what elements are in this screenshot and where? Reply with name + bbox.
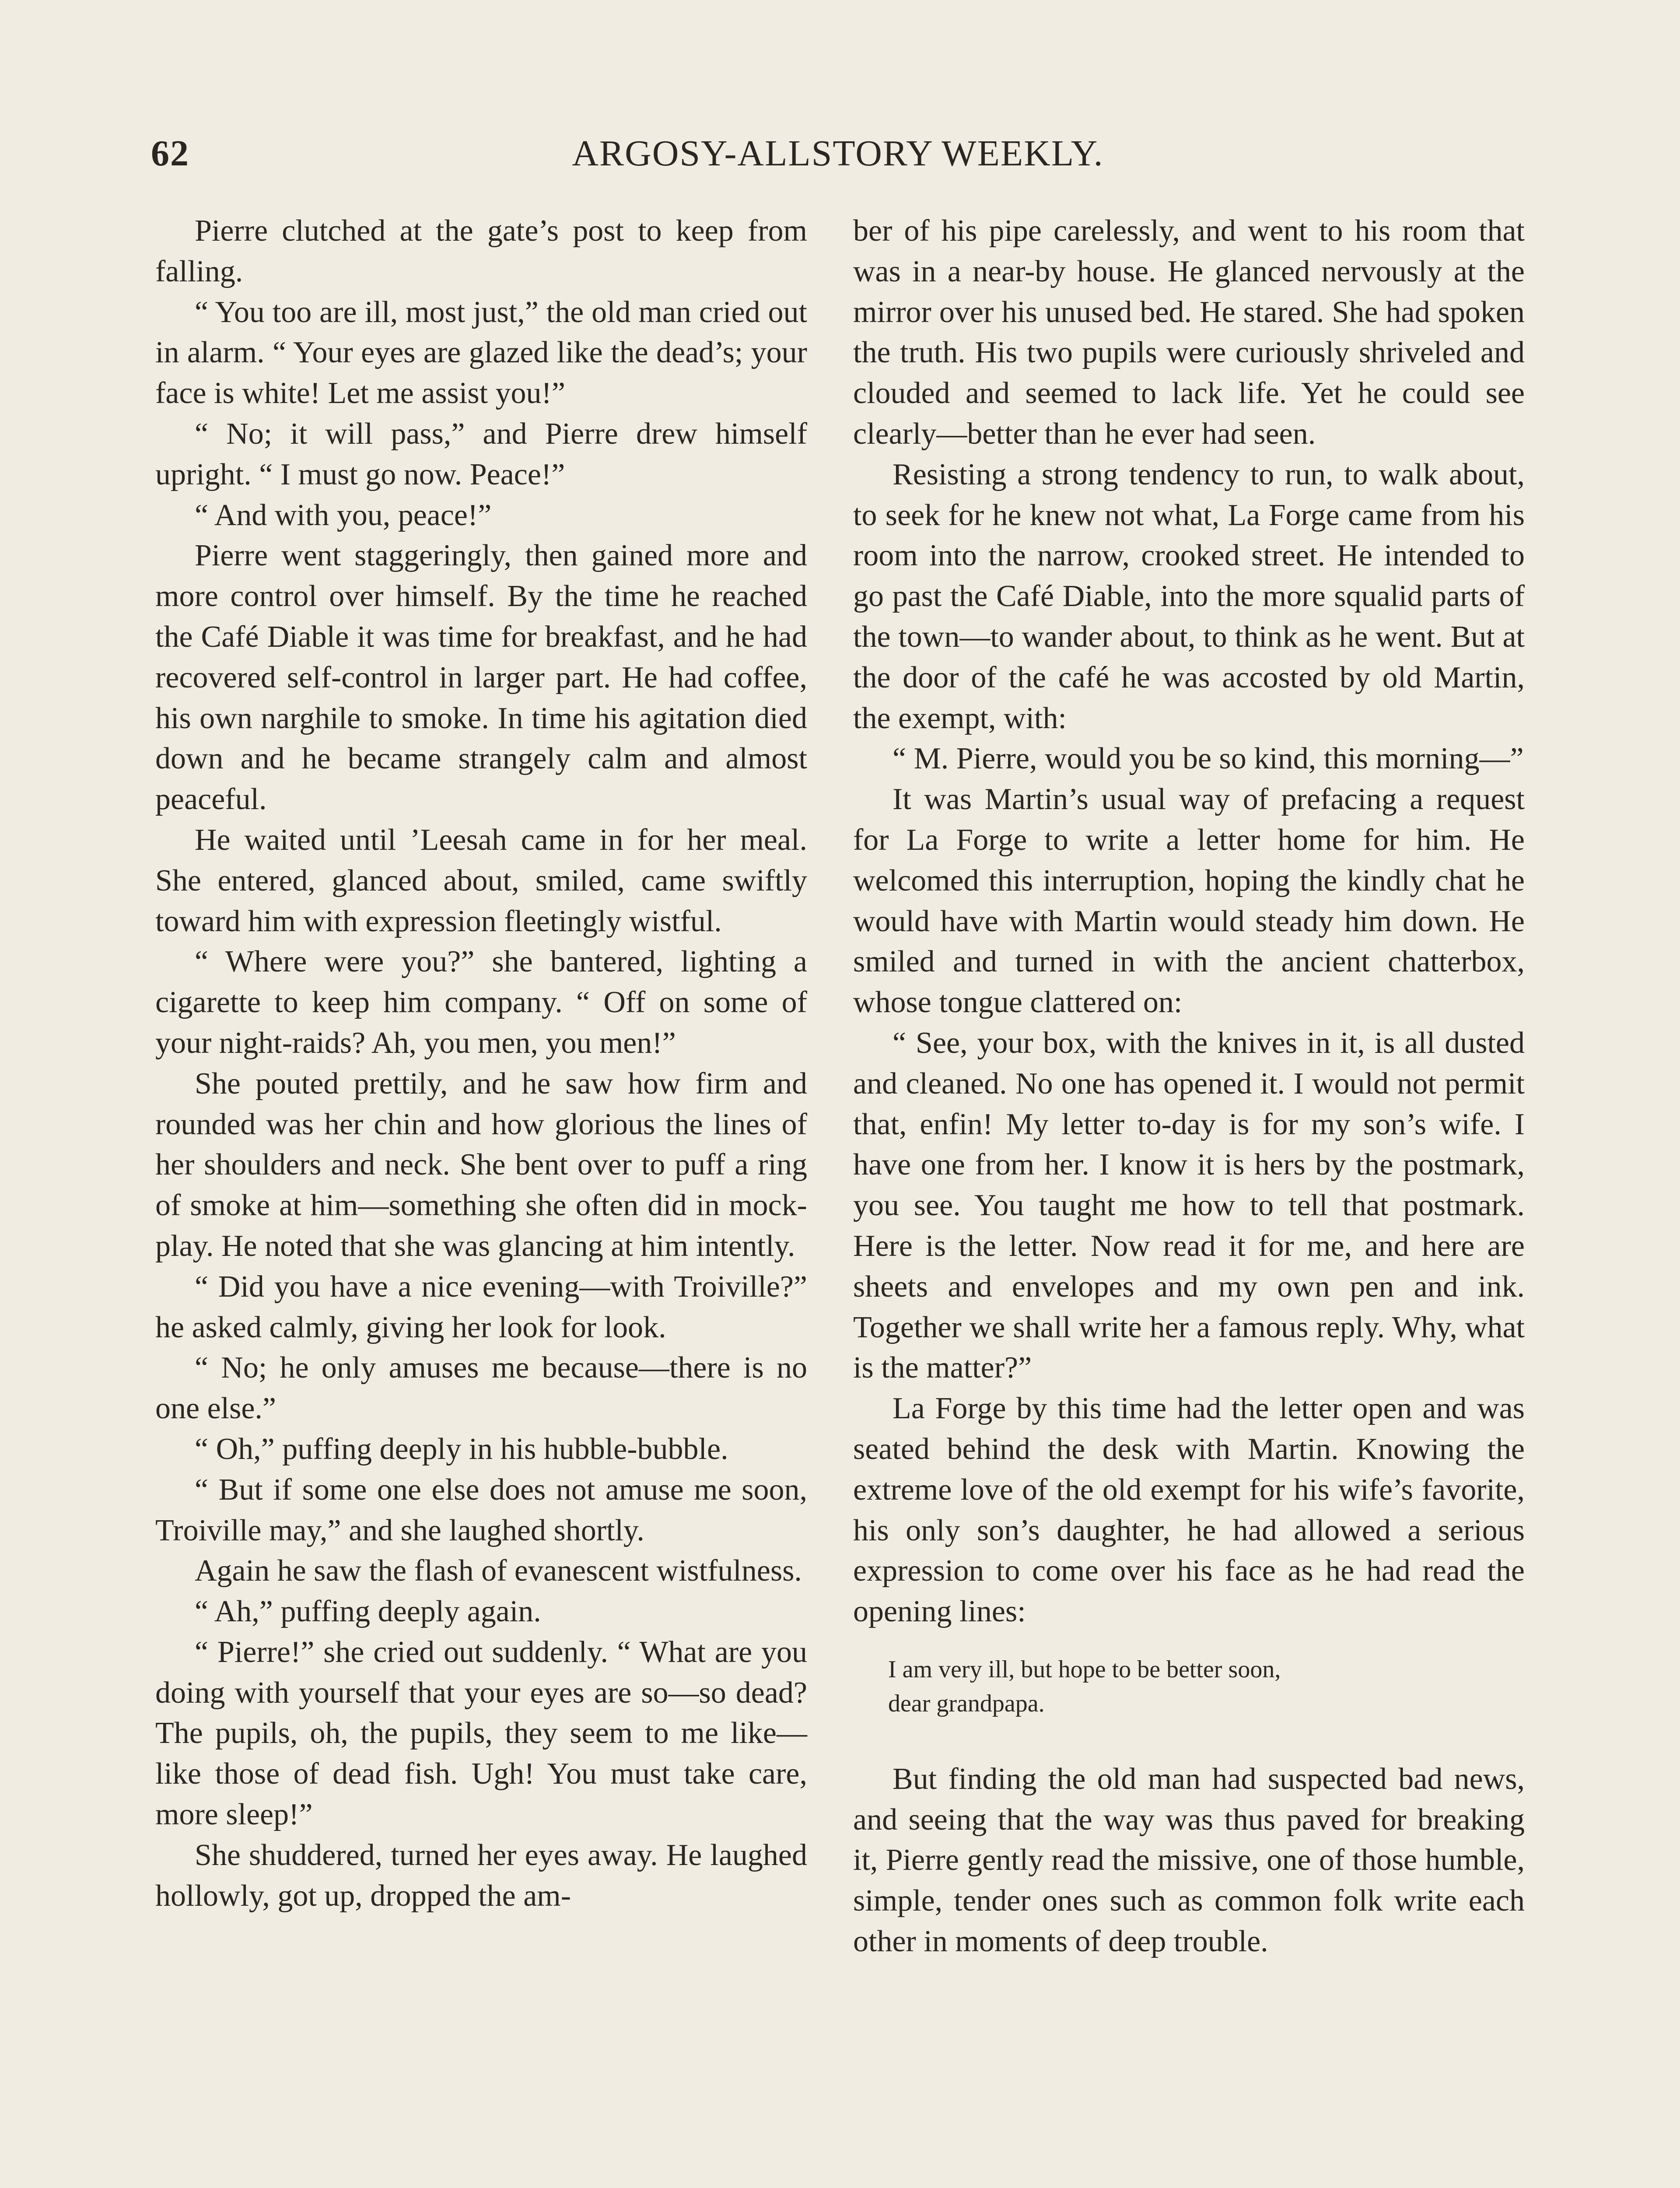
letter-line: I am very ill, but hope to be better soon,: [888, 1655, 1281, 1683]
paragraph: He waited until ’Leesah came in for her meal. She entered, glanced about, smiled, came swiftly toward him with expression fleetingly wistful.: [155, 823, 807, 938]
page-number: 62: [151, 133, 189, 174]
paragraph: “ Where were you?” she bantered, lighting a cigarette to keep him company. “ Off on some of your night-raids? Ah, you men, you men!”: [155, 945, 807, 1060]
paragraph: ber of his pipe carelessly, and went to his room that was in a near-by house. He glanced nervously at the mirror over his unused bed. He stared. She had spoken the truth. His two pupils were curiously shriveled and clouded and seemed to lack life. Yet he could see clearly—better than he ever had seen.: [853, 214, 1525, 451]
paragraph: “ Ah,” puffing deeply again.: [195, 1595, 541, 1629]
paragraph: She pouted prettily, and he saw how firm and rounded was her chin and how glorious the lines of her shoulders and neck. She bent over to puff a ring of smoke at him—something she often did in mock-play. He noted that she was glancing at him intently.: [155, 1066, 807, 1263]
paragraph: Pierre went staggeringly, then gained more and more control over himself. By the time he reached the Café Diable it was time for breakfast, and he had recovered self-control in larger part. He had coffee, his own narghile to smoke. In time his agitation died down and he became strangely calm and almost peaceful.: [155, 539, 807, 817]
right-column-text-before-letter: [853, 211, 1525, 1632]
paragraph: “ You too are ill, most just,” the old man cried out in alarm. “ Your eyes are glazed like the dead’s; your face is white! Let me assist you!”: [155, 295, 807, 410]
paragraph: “ M. Pierre, would you be so kind, this morning—”: [892, 742, 1524, 776]
paragraph: But finding the old man had suspected bad news, and seeing that the way was thus paved for breaking it, Pierre gently read the missive, one of those humble, simple, tender ones such as common folk write each other in moments of deep trouble.: [853, 1762, 1525, 1959]
right-column: [853, 211, 1525, 1962]
paragraph: “ But if some one else does not amuse me soon, Troiville may,” and she laughed shortly.: [155, 1473, 807, 1547]
paragraph: It was Martin’s usual way of prefacing a request for La Forge to write a letter home for him. He welcomed this interruption, hoping the kindly chat he would have with Martin would steady him down. He smiled and turned in with the ancient chatterbox, whose tongue clattered on:: [853, 782, 1525, 1020]
running-head: ARGOSY-ALLSTORY WEEKLY.: [572, 133, 1104, 174]
paragraph: Again he saw the flash of evanescent wistfulness.: [195, 1554, 802, 1588]
paragraph: “ Oh,” puffing deeply in his hubble-bubble.: [195, 1432, 728, 1466]
paragraph: “ See, your box, with the knives in it, is all dusted and cleaned. No one has opened it. I would not permit that, enfin! My letter to-day is for my son’s wife. I have one from her. I know it is hers by the postmark, you see. You taught me how to tell that postmark. Here is the letter. Now read it for me, and here are sheets and envelopes and my own pen and ink. Together we shall write her a famous reply. Why, what is the matter?”: [853, 1026, 1525, 1385]
paragraph: “ No; he only amuses me because—there is no one else.”: [155, 1351, 807, 1426]
quoted-letter: [853, 1652, 1525, 1721]
page-header: [151, 128, 1525, 180]
paragraph: Pierre clutched at the gate’s post to keep from falling.: [155, 214, 807, 288]
paragraph: “ No; it will pass,” and Pierre drew himself upright. “ I must go now. Peace!”: [155, 417, 807, 491]
paragraph: La Forge by this time had the letter open and was seated behind the desk with Martin. Knowing the extreme love of the old exempt for his wife’s favorite, his only son’s daughter, he had allowed a serious expression to come over his face as he had read the opening lines:: [853, 1392, 1525, 1629]
letter-line: dear grandpapa.: [888, 1690, 1045, 1717]
paragraph: “ And with you, peace!”: [195, 498, 492, 532]
left-column: [155, 211, 807, 1916]
right-column-text-after-letter: [853, 1759, 1525, 1962]
paragraph: She shuddered, turned her eyes away. He laughed hollowly, got up, dropped the am-: [155, 1838, 807, 1913]
paragraph: Resisting a strong tendency to run, to walk about, to seek for he knew not what, La Forge came from his room into the narrow, crooked street. He intended to go past the Café Diable, into the more squalid parts of the town—to wander about, to think as he went. But at the door of the café he was accosted by old Martin, the exempt, with:: [853, 457, 1525, 735]
paragraph: “ Did you have a nice evening—with Troiville?” he asked calmly, giving her look for look.: [155, 1269, 807, 1344]
paragraph: “ Pierre!” she cried out suddenly. “ What are you doing with yourself that your eyes are so—so dead? The pupils, oh, the pupils, they seem to me like—like those of dead fish. Ugh! You must take care, more sleep!”: [155, 1635, 807, 1832]
